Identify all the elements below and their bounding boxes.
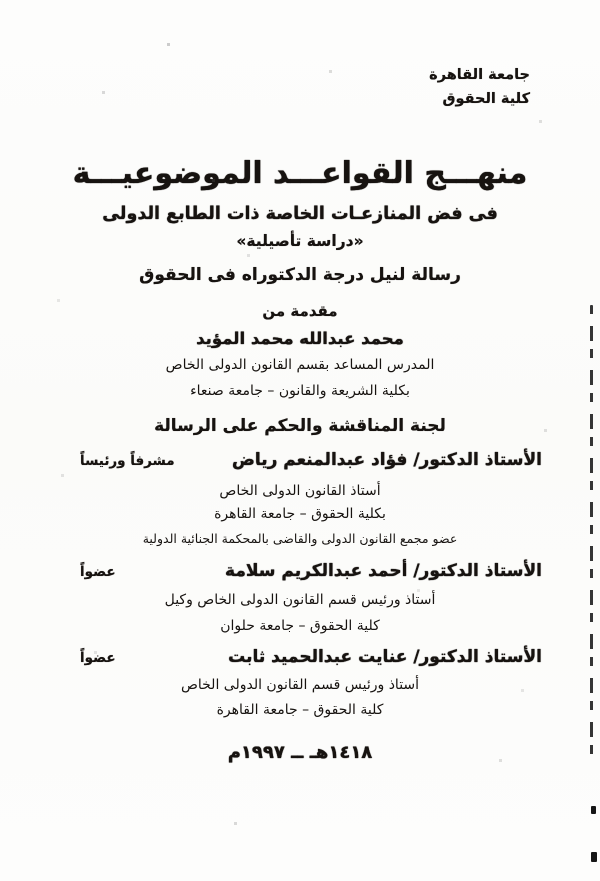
member-credential: عضو مجمع القانون الدولى والقاضى بالمحكمة الجنائية الدولية — [142, 531, 458, 546]
scan-speck — [591, 852, 597, 862]
member-credential: أستاذ ورئيس قسم القانون الدولى الخاص وكيل — [164, 592, 436, 608]
committee-member-row — [0, 450, 600, 470]
member-credential: بكلية الحقوق – جامعة القاهرة — [214, 506, 386, 522]
member-role: عضواً — [80, 650, 116, 666]
author-name: محمد عبدالله محمد المؤيد — [196, 329, 404, 348]
member-name: الأستاذ الدكتور/ أحمد عبدالكريم سلامة — [225, 561, 542, 581]
thesis-subtitle: فى فض المنازعـات الخاصة ذات الطابع الدولى — [102, 204, 498, 224]
study-type-label: «دراسة تأصيلية» — [236, 232, 364, 250]
member-name: الأستاذ الدكتور/ فؤاد عبدالمنعم رياض — [231, 450, 542, 470]
submitted-by-label: مقدمة من — [262, 302, 338, 320]
member-role: عضواً — [80, 564, 116, 580]
degree-statement: رسالة لنيل درجة الدكتوراه فى الحقوق — [139, 265, 461, 285]
member-role: مشرفاً ورئيساً — [80, 453, 175, 469]
faculty-name: كلية الحقوق — [442, 90, 530, 107]
committee-member-row — [0, 647, 600, 667]
member-credential: أستاذ القانون الدولى الخاص — [219, 483, 381, 499]
scan-noise — [0, 0, 1, 1]
institution-header — [429, 68, 530, 106]
member-credential: كلية الحقوق – جامعة حلوان — [220, 618, 380, 634]
member-credential: كلية الحقوق – جامعة القاهرة — [216, 702, 384, 718]
member-name: الأستاذ الدكتور/ عنايت عبدالحميد ثابت — [228, 647, 542, 667]
hijri-gregorian-date: ١٤١٨هـ ــ ١٩٩٧م — [227, 742, 373, 763]
university-name: جامعة القاهرة — [429, 67, 530, 83]
thesis-main-title: منهـــج القواعـــد الموضوعيـــة — [72, 156, 528, 191]
member-credential: أستاذ ورئيس قسم القانون الدولى الخاص — [180, 677, 420, 693]
author-faculty: بكلية الشريعة والقانون – جامعة صنعاء — [190, 383, 410, 399]
scan-binding-marks — [590, 305, 593, 765]
author-title: المدرس المساعد بقسم القانون الدولى الخاص — [165, 357, 435, 373]
committee-member-row — [0, 561, 600, 581]
committee-heading: لجنة المناقشة والحكم على الرسالة — [154, 416, 446, 436]
scan-speck — [591, 806, 596, 814]
